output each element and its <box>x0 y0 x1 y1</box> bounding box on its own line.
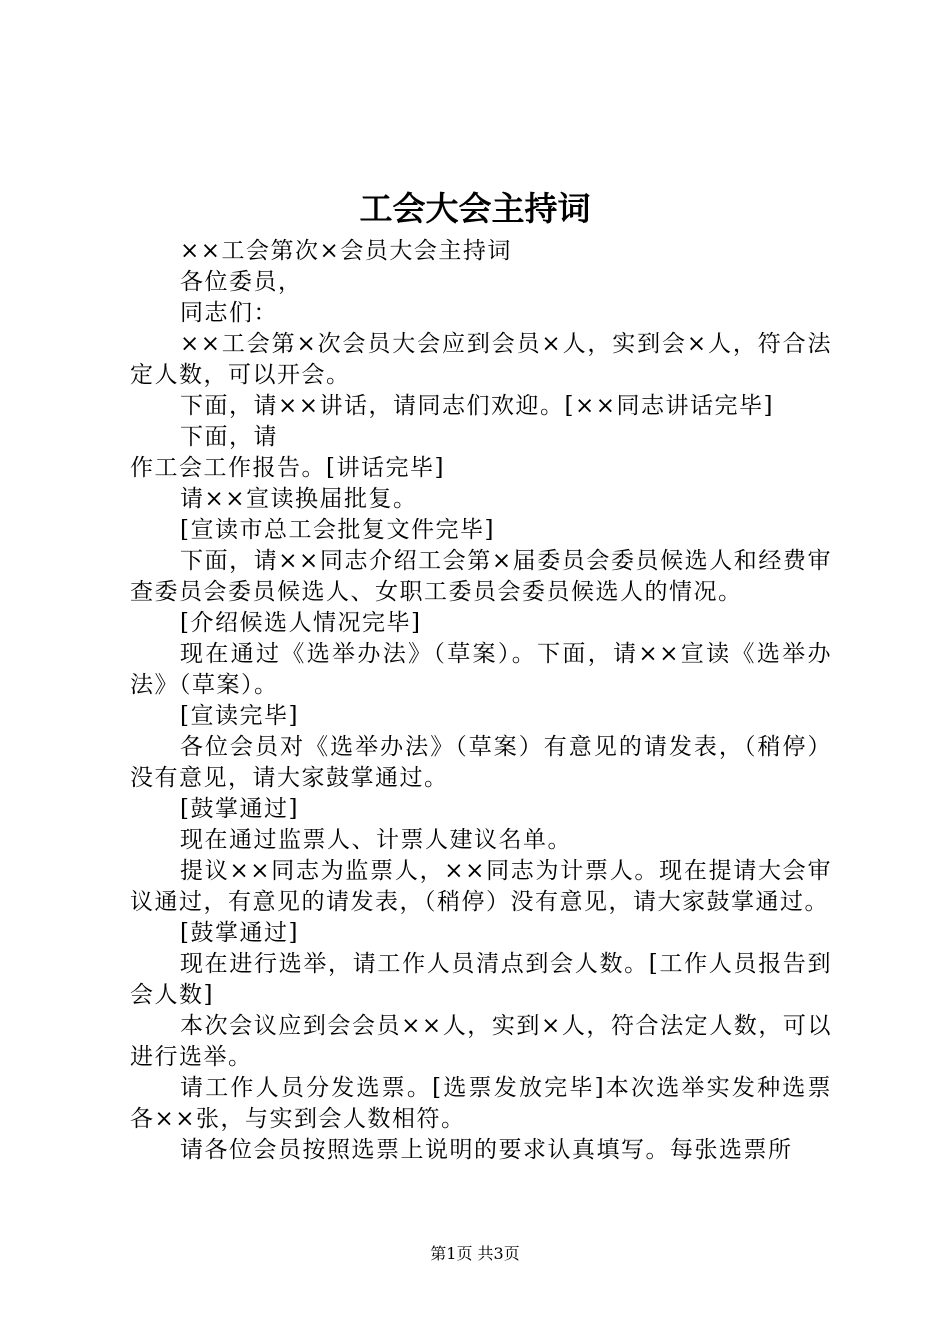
paragraph: 请工作人员分发选票。[选票发放完毕]本次选举实发种选票各××张，与实到会人数相符。 <box>130 1075 832 1132</box>
paragraph: [鼓掌通过] <box>180 920 299 946</box>
paragraph: 现在通过监票人、计票人建议名单。 <box>180 827 572 853</box>
document-title: 工会大会主持词 <box>359 189 591 228</box>
paragraph: ××工会第次×会员大会主持词 <box>180 238 512 264</box>
paragraph: 各位会员对《选举办法》（草案）有意见的请发表，（稍停）没有意见，请大家鼓掌通过。 <box>130 734 832 791</box>
paragraph: 作工会工作报告。[讲话完毕] <box>130 455 445 481</box>
paragraph: 本次会议应到会会员××人，实到×人，符合法定人数，可以进行选举。 <box>130 1013 832 1070</box>
paragraph: [宣读完毕] <box>180 703 299 729</box>
paragraph: 同志们： <box>180 300 278 326</box>
paragraph: 下面，请××同志介绍工会第×届委员会委员候选人和经费审查委员会委员候选人、女职工委员会委员候选人的情况。 <box>130 548 832 605</box>
paragraph: ××工会第×次会员大会应到会员×人，实到会×人，符合法定人数，可以开会。 <box>130 331 832 388</box>
paragraph: 请××宣读换届批复。 <box>180 486 418 512</box>
paragraph: 现在进行选举，请工作人员清点到会人数。[工作人员报告到会人数] <box>130 951 832 1008</box>
paragraph: 提议××同志为监票人，××同志为计票人。现在提请大会审议通过，有意见的请发表，（稍停）没有意见，请大家鼓掌通过。 <box>130 858 832 915</box>
document-body <box>130 236 832 1166</box>
paragraph: [宣读市总工会批复文件完毕] <box>180 517 495 543</box>
paragraph: 各位委员， <box>180 269 303 295</box>
paragraph: 请各位会员按照选票上说明的要求认真填写。每张选票所 <box>180 1137 793 1163</box>
paragraph: [介绍候选人情况完毕] <box>180 610 422 636</box>
page-number-footer: 第1页 共3页 <box>430 1244 520 1263</box>
paragraph: 下面，请××讲话，请同志们欢迎。[××同志讲话完毕] <box>180 393 775 419</box>
paragraph: 下面，请 <box>180 424 278 450</box>
paragraph: [鼓掌通过] <box>180 796 299 822</box>
paragraph: 现在通过《选举办法》（草案）。下面，请××宣读《选举办法》（草案）。 <box>130 641 832 698</box>
